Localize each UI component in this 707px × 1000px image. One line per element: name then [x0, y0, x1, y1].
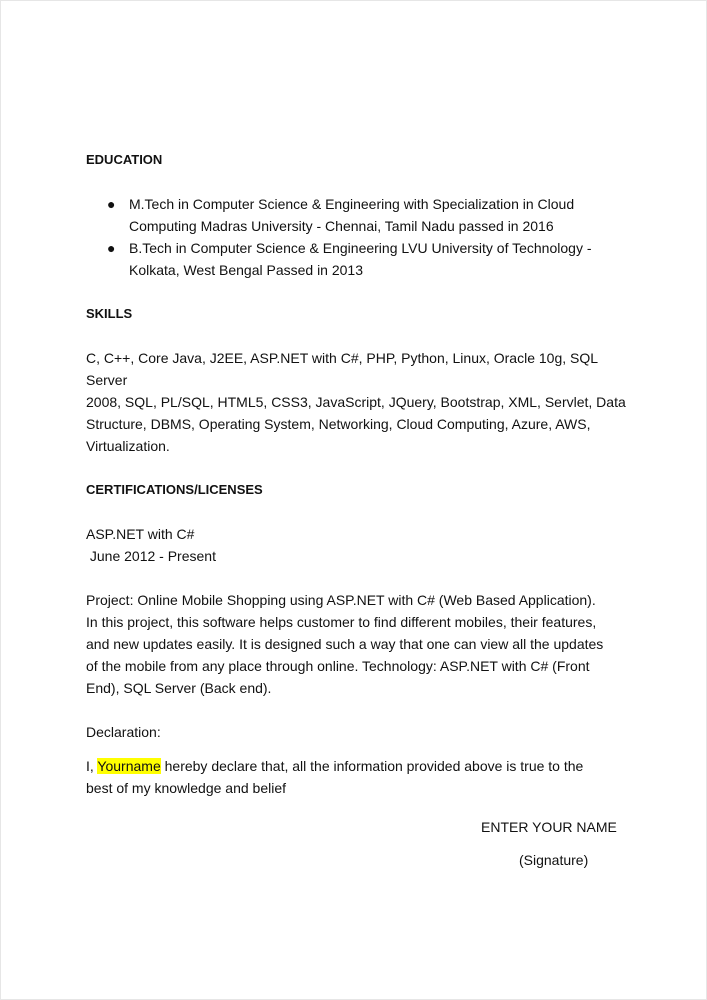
spacer — [86, 743, 626, 755]
project-line: and new updates easily. It is designed such a way that one can view all the updates — [86, 636, 604, 652]
signature-name: ENTER YOUR NAME — [481, 819, 617, 835]
bullet-icon: ● — [107, 240, 116, 256]
skills-line: 2008, SQL, PL/SQL, HTML5, CSS3, JavaScript, JQuery, Bootstrap, XML, Servlet, Data — [86, 394, 626, 410]
project-text — [86, 589, 626, 699]
spacer — [86, 699, 626, 721]
skills-line: C, C++, Core Java, J2EE, ASP.NET with C#, PHP, Python, Linux, Oracle 10g, SQL Server — [86, 350, 598, 388]
declaration-line: best of my knowledge and belief — [86, 780, 287, 796]
education-item-line: B.Tech in Computer Science & Engineering LVU University of Technology - — [129, 240, 592, 256]
spacer — [86, 281, 626, 303]
skills-heading: SKILLS — [86, 306, 133, 321]
name-highlight: Yourname — [97, 758, 161, 774]
education-item — [86, 237, 626, 281]
certification-period: June 2012 - Present — [86, 548, 216, 564]
project-line: End), SQL Server (Back end). — [86, 680, 272, 696]
resume-content — [86, 149, 626, 799]
education-heading: EDUCATION — [86, 152, 163, 167]
signature-label: (Signature) — [519, 852, 589, 868]
declaration-line — [86, 755, 626, 777]
skills-text — [86, 347, 626, 457]
spacer — [86, 457, 626, 479]
declaration-prefix: I, — [86, 758, 98, 774]
skills-line: Structure, DBMS, Operating System, Networking, Cloud Computing, Azure, AWS, — [86, 416, 591, 432]
project-line: Project: Online Mobile Shopping using ASP.NET with C# (Web Based Application). — [86, 592, 596, 608]
declaration-heading: Declaration: — [86, 724, 161, 740]
education-item — [86, 193, 626, 237]
declaration-line-rest: hereby declare that, all the information provided above is true to the — [160, 758, 584, 774]
certifications-heading: CERTIFICATIONS/LICENSES — [86, 482, 263, 497]
education-item-line: Kolkata, West Bengal Passed in 2013 — [129, 262, 364, 278]
education-list — [86, 193, 626, 281]
spacer — [86, 501, 626, 523]
spacer — [86, 567, 626, 589]
bullet-icon: ● — [107, 196, 116, 212]
project-line: of the mobile from any place through online. Technology: ASP.NET with C# (Front — [86, 658, 590, 674]
certification-title: ASP.NET with C# — [86, 526, 195, 542]
education-item-line: M.Tech in Computer Science & Engineering with Specialization in Cloud — [129, 196, 575, 212]
spacer — [86, 171, 626, 193]
spacer — [86, 325, 626, 347]
declaration-text — [86, 755, 626, 799]
project-line: In this project, this software helps customer to find different mobiles, their features, — [86, 614, 597, 630]
education-item-line: Computing Madras University - Chennai, Tamil Nadu passed in 2016 — [129, 218, 554, 234]
skills-line: Virtualization. — [86, 438, 170, 454]
